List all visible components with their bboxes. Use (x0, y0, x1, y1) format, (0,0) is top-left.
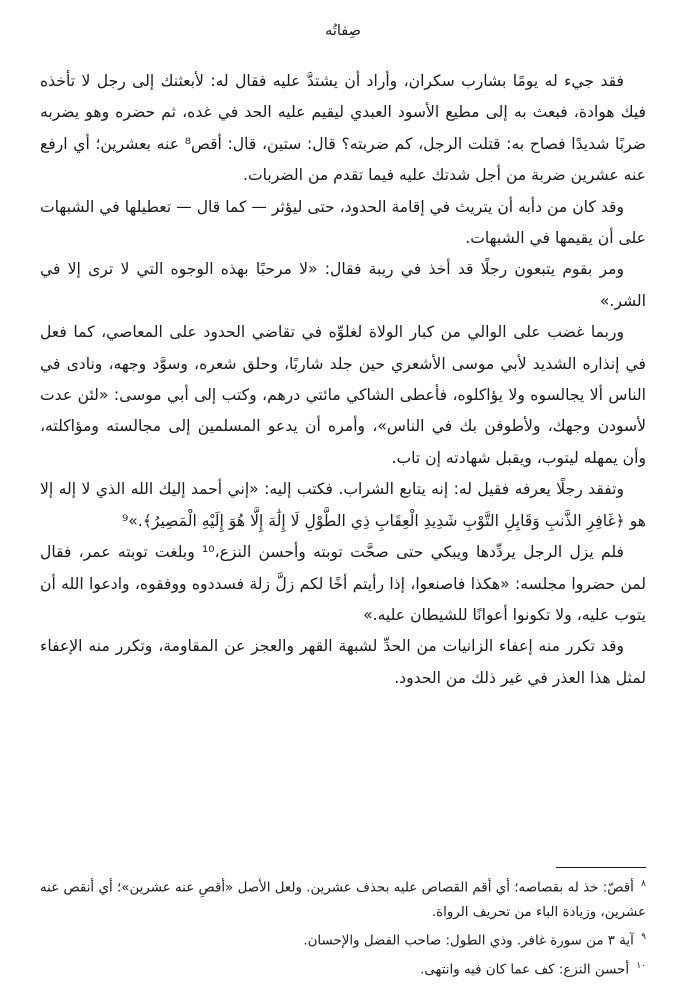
footnote-separator (556, 867, 646, 868)
footnote-text: أحسن النزع: كف عما كان فيه وانتهى. (420, 962, 630, 978)
footnote (40, 954, 646, 982)
paragraph: وتفقد رجلًا يعرفه فقيل له: إنه يتابع الشراب. فكتب إليه: «إني أحمد إليك الله الذي لا إله إلا هو ﴿غَافِرِ الذَّنبِ وَقَابِلِ التَّوْبِ شَدِيدِ الْعِقَابِ ذِي الطَّوْلِ لَا إِلَٰهَ إِلَّا هُوَ إِلَيْهِ الْمَصِيرُ﴾.»⁹ (40, 480, 646, 530)
paragraph: وربما غضب على الوالي من كبار الولاة لغلوِّه في تقاضي الحدود على المعاصي، كما فعل في إنذاره الشديد لأبي موسى الأشعري حين جلد شاربًا، وحلق شعره، وسوَّد وجهه، ونادى في الناس ألا يجالسوه ولا يؤاكلوه، فأعطى الشاكي مائتي درهم، وكتب إلى أبي موسى: «لئن عدت لأسودن وجهك، ولأطوفن بك في الناس»، وأمره أن يدعو المسلمين إلى مجالسته ومؤاكلته، وأن يمهله ليتوب، ويقبل شهادته إن تاب. (40, 323, 646, 467)
running-header: صِفاتُه (325, 23, 361, 39)
paragraph: وقد تكرر منه إعفاء الزانيات من الحدِّ لشبهة القهر والعجز عن المقاومة، وتكرر منه الإعفاء لمثل هذا العذر في غير ذلك من الحدود. (40, 637, 646, 687)
footnote-text: آية ٣ من سورة غافر. وذي الطول: صاحب الفضل والإحسان. (303, 933, 634, 949)
footnotes (40, 872, 646, 982)
paragraph: فلم يزل الرجل يردِّدها ويبكي حتى صحَّت توبته وأحسن النزع،¹⁰ وبلغت توبته عمر، فقال لمن حضروا مجلسه: «هكذا فاصنعوا، إذا رأيتم أخًا لكم زلَّ زلة فسددوه ووفقوه، وادعوا الله أن يتوب عليه، ولا تكونوا أعوانًا للشيطان عليه.» (40, 543, 646, 624)
body-text (40, 66, 646, 694)
paragraph: ومر بقوم يتبعون رجلًا قد أخذ في ريبة فقال: «لا مرحبًا بهذه الوجوه التي لا ترى إلا في الشر.» (40, 260, 646, 310)
footnote-number: ٩ (641, 932, 646, 943)
footnote (40, 872, 646, 925)
paragraph: وقد كان من دأبه أن يتريث في إقامة الحدود، حتى ليؤثر — كما قال — تعطيلها في الشبهات على أن يقيمها في الشبهات. (40, 197, 646, 248)
footnote (40, 925, 646, 953)
footnote-number: ١٠ (636, 960, 646, 971)
footnote-number: ٨ (641, 879, 646, 889)
paragraph: فقد جيء له يومًا بشارب سكران، وأراد أن يشتدَّ عليه فقال له: لأبعثنك إلى رجل لا تأخذه فيك هوادة، فبعث به إلى مطيع الأسود العبدي ليقيم عليه الحد في غده، ثم حضره وهو يضربه ضربًا شديدًا فصاح به: قتلت الرجل، كم ضربته؟ قال: ستين، قال: أقص⁸ عنه بعشرين؛ أي ارفع عنه عشرين ضربة من أجل شدتك عليه فيما تقدم من الضربات. (40, 72, 646, 185)
footnote-text: أقصّ: خذ له بقصاصه؛ أي أقم القصاص عليه بحذف عشرين. ولعل الأصل «أقصِ عنه عشرين»؛ أي أنقص عنه عشرين، وزيادة الباء من تحريف الرواة. (40, 880, 646, 921)
